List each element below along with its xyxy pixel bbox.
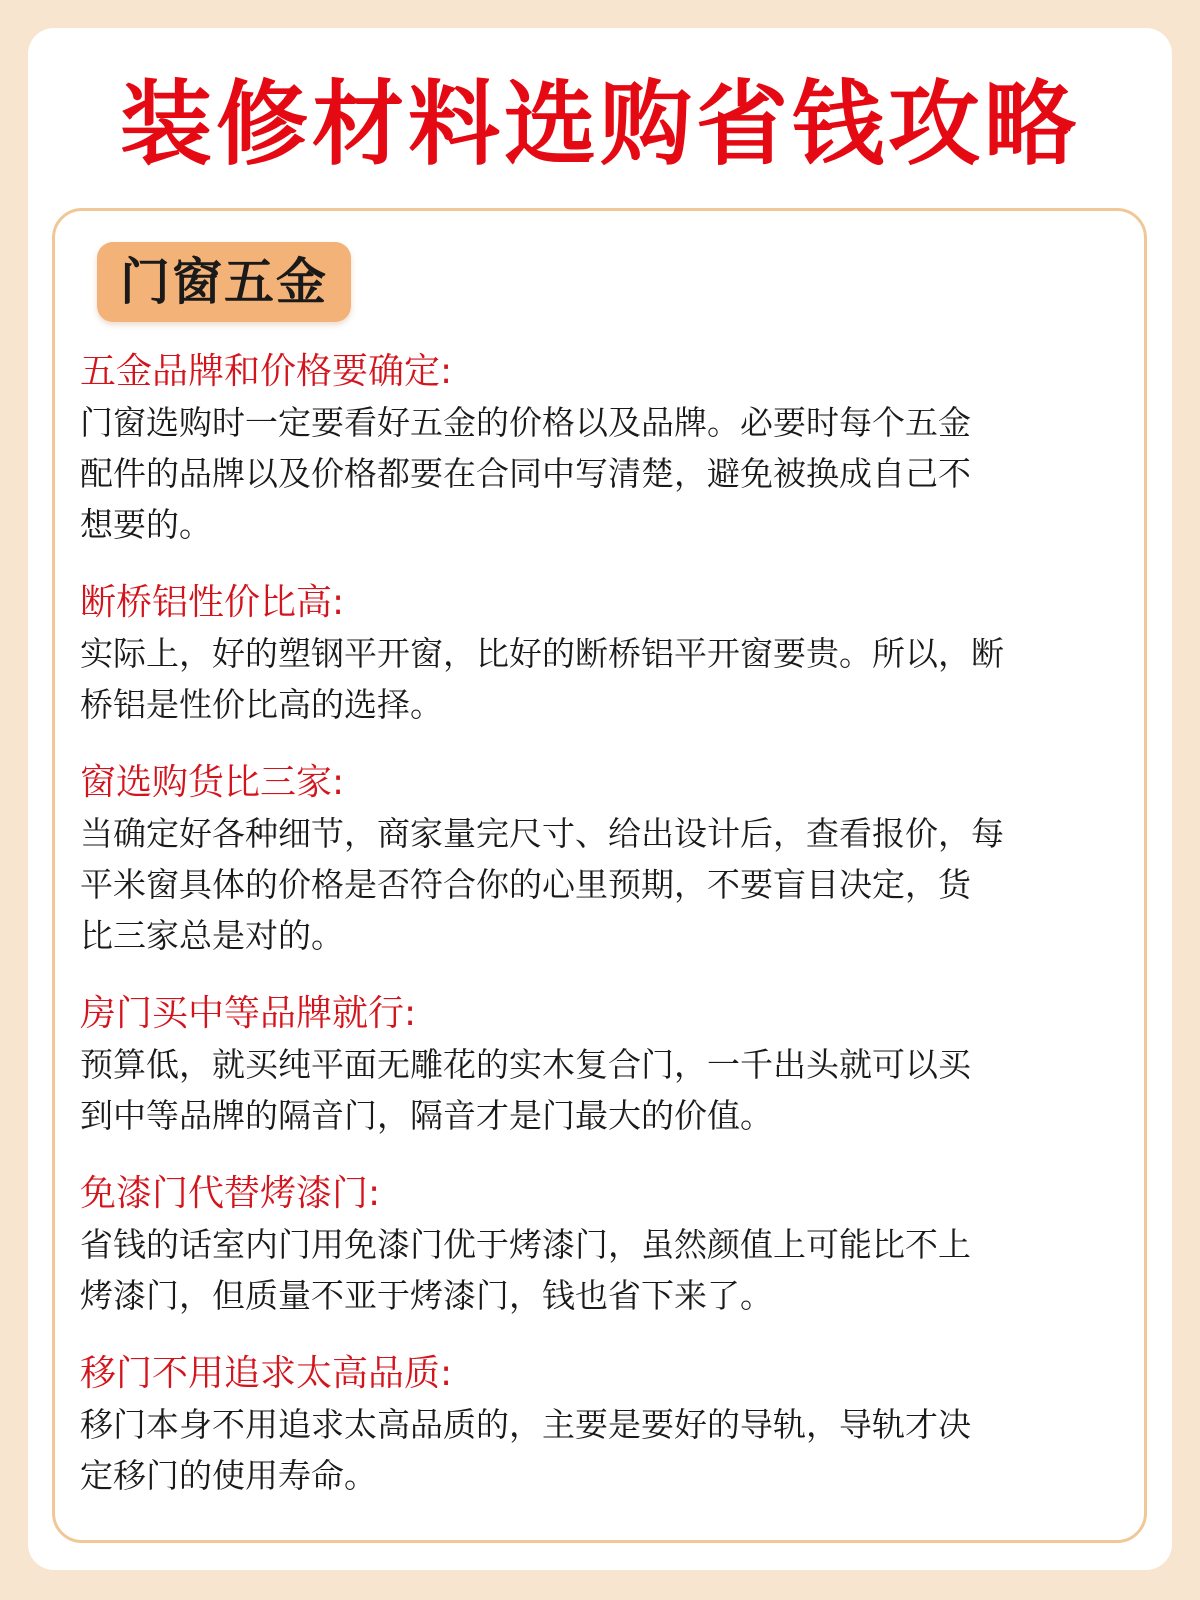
section-body: [80, 628, 1130, 730]
section-body: [80, 1219, 1130, 1321]
body-line: 到中等品牌的隔音门，隔音才是门最大的价值。: [80, 1096, 773, 1135]
section-compare-windows: [80, 758, 1130, 961]
section-body: [80, 397, 1130, 550]
body-line: 配件的品牌以及价格都要在合同中写清楚，避免被换成自己不: [80, 454, 971, 493]
section-body: [80, 808, 1130, 961]
body-line: 桥铝是性价比高的选择。: [80, 685, 443, 724]
section-heading: 断桥铝性价比高:: [80, 582, 345, 623]
body-line: 烤漆门，但质量不亚于烤漆门，钱也省下来了。: [80, 1276, 773, 1315]
section-paint-free-doors: [80, 1169, 1130, 1321]
section-sliding-doors: [80, 1349, 1130, 1501]
section-hardware-brand: [80, 347, 1130, 550]
body-line: 移门本身不用追求太高品质的，主要是要好的导轨，导轨才决: [80, 1405, 971, 1444]
page-title: 装修材料选购省钱攻略: [119, 71, 1080, 178]
body-line: 门窗选购时一定要看好五金的价格以及品牌。必要时每个五金: [80, 403, 971, 442]
body-line: 省钱的话室内门用免漆门优于烤漆门，虽然颜值上可能比不上: [80, 1225, 971, 1264]
body-line: 想要的。: [80, 505, 212, 544]
section-body: [80, 1399, 1130, 1501]
section-bridge-aluminum: [80, 578, 1130, 730]
body-line: 当确定好各种细节，商家量完尺寸、给出设计后，查看报价，每: [80, 814, 1004, 853]
section-heading: 房门买中等品牌就行:: [80, 993, 417, 1034]
section-heading: 五金品牌和价格要确定:: [80, 351, 453, 392]
body-line: 预算低，就买纯平面无雕花的实木复合门，一千出头就可以买: [80, 1045, 971, 1084]
section-heading: 移门不用追求太高品质:: [80, 1353, 453, 1394]
body-line: 平米窗具体的价格是否符合你的心里预期，不要盲目决定，货: [80, 865, 971, 904]
sections-container: [80, 347, 1130, 1529]
section-heading: 免漆门代替烤漆门:: [80, 1173, 381, 1214]
section-body: [80, 1039, 1130, 1141]
body-line: 比三家总是对的。: [80, 916, 344, 955]
section-mid-brand-doors: [80, 989, 1130, 1141]
category-badge: 门窗五金: [97, 242, 351, 322]
section-heading: 窗选购货比三家:: [80, 762, 345, 803]
body-line: 定移门的使用寿命。: [80, 1456, 377, 1495]
body-line: 实际上，好的塑钢平开窗，比好的断桥铝平开窗要贵。所以，断: [80, 634, 1004, 673]
